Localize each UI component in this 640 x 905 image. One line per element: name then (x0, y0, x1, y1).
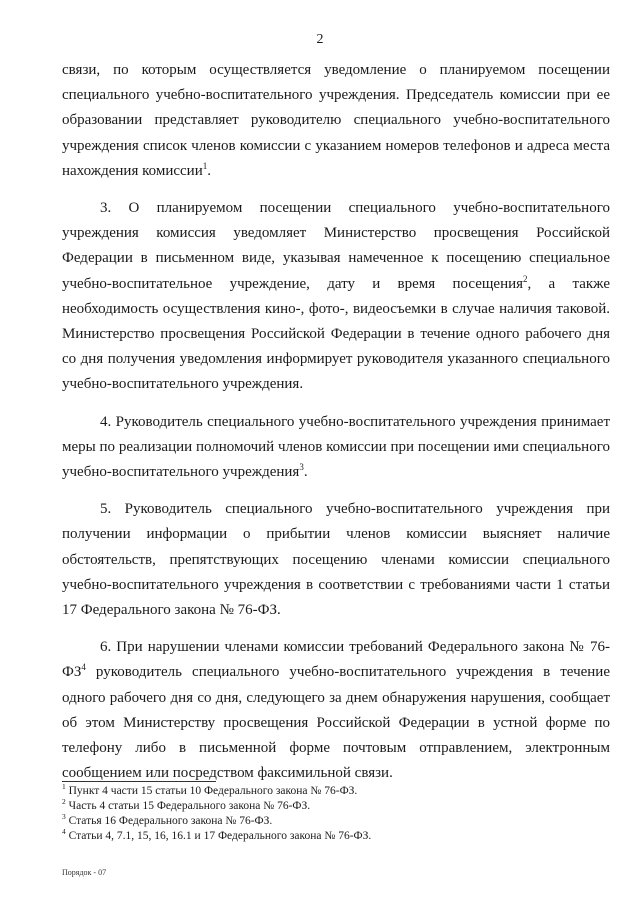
paragraph (62, 635, 610, 786)
document-body (62, 58, 610, 798)
paragraph-text: . (303, 464, 308, 481)
paragraph-text: связи, по которым осуществляется уведомление о планируемом посещении специального учебно-воспитательного учреждения. Председатель комиссии при ее образовании представляет руководителю специального учебно-воспитательного учреждения список членов комиссии с указанием номеров телефонов и адреса места нахождения комиссии (62, 62, 610, 179)
paragraph-text: руководитель специального учебно-воспитательного учреждения в течение одного рабочего дня со дня, следующего за днем обнаружения нарушения, сообщает об этом Министерству просвещения Российской Федерации в устной форме по телефону либо в письменной форме почтовым отправлением, электронным сообщением или посредством факсимильной связи. (62, 664, 610, 782)
footnote-text: Статья 16 Федерального закона № 76-ФЗ. (65, 815, 273, 827)
footnote-number: 1 (62, 782, 66, 792)
page-number: 2 (316, 32, 324, 47)
paragraph (62, 497, 610, 623)
footnote-number: 2 (62, 797, 66, 807)
footnote-divider (62, 781, 216, 782)
footnote-text: Статьи 4, 7.1, 15, 16, 16.1 и 17 Федерального закона № 76-ФЗ. (65, 830, 372, 842)
document-code: Порядок - 07 (62, 868, 107, 877)
footnote (62, 784, 610, 799)
footnote-text: Часть 4 статьи 15 Федерального закона № 76-ФЗ. (65, 800, 311, 812)
paragraph-text: 5. Руководитель специального учебно-воспитательного учреждения при получении информации о прибытии членов комиссии выясняет наличие обстоятельств, препятствующих посещению членами комиссии специального учебно-воспитательного учреждения в соответствии с требованиями части 1 статьи 17 Федерального закона № 76-ФЗ. (62, 501, 610, 619)
footnote-number: 3 (62, 812, 66, 822)
footnote-reference: 4 (81, 662, 86, 673)
paragraph (62, 410, 610, 486)
paragraph (62, 58, 610, 184)
footnotes-section (62, 784, 610, 844)
footnote (62, 829, 610, 844)
paragraph-text: , а также необходимость осуществления кино-, фото-, видеосъемки в случае наличия таковой. Министерство просвещения Российской Федерации в течение одного рабочего дня со дня получения уведомления информирует руководителя указанного специального учебно-воспитательного учреждения. (62, 275, 610, 393)
footnote (62, 814, 610, 829)
footnote-text: Пункт 4 части 15 статьи 10 Федерального закона № 76-ФЗ. (65, 785, 358, 797)
footnote-number: 4 (62, 827, 66, 837)
paragraph-text: 4. Руководитель специального учебно-воспитательного учреждения принимает меры по реализации полномочий членов комиссии при посещении ими специального учебно-воспитательного учреждения (62, 413, 610, 481)
footnote-reference: 2 (523, 273, 528, 284)
footnote-reference: 1 (202, 160, 208, 171)
paragraph-text: . (207, 162, 211, 179)
paragraph (62, 196, 610, 398)
footnote-reference: 3 (299, 462, 304, 473)
paragraph-text: 6. При нарушении членами комиссии требований Федерального закона № 76-ФЗ (62, 639, 610, 681)
paragraph-text: 3. О планируемом посещении специального учебно-воспитательного учреждения комиссия уведомляет Министерство просвещения Российской Федерации в письменном виде, указывая намеченное к посещению специальное учебно-воспитательное учреждение, дату и время посещения (62, 200, 610, 292)
footnote (62, 799, 610, 814)
